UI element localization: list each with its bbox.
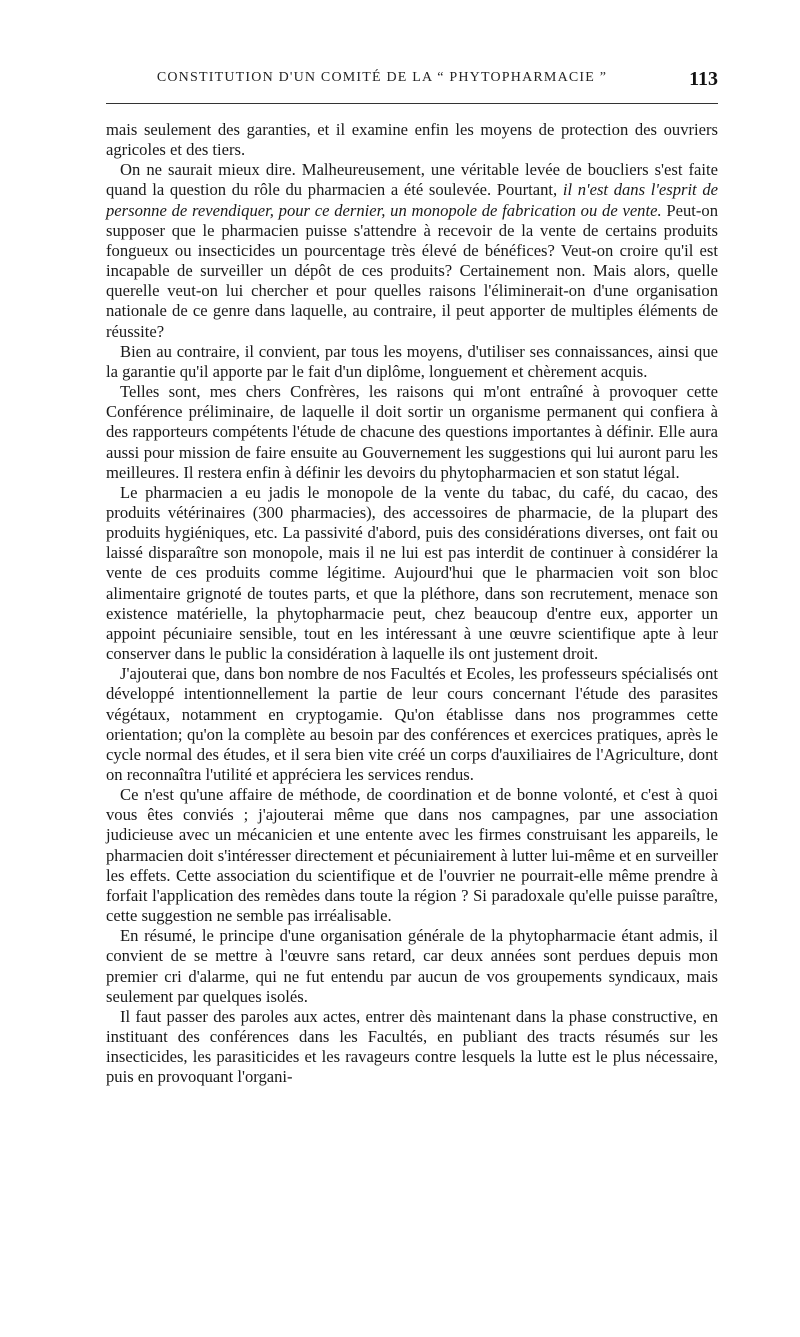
paragraph: J'ajouterai que, dans bon nombre de nos Facultés et Ecoles, les professeurs spécialisés ont développé intentionnellement la partie de leur cours concernant l'étude des parasites végétaux, notamment en cryptogamie. Qu'on établisse dans nos programmes cette orientation; qu'on la complète au besoin par des conférences et exercices pratiques, après le cycle normal des études, et il sera bien vite créé un corps d'auxiliaires de l'Agriculture, dont on reconnaîtra l'utilité et appréciera les services rendus. [106, 664, 718, 784]
header-rule [106, 103, 718, 104]
paragraph: Il faut passer des paroles aux actes, entrer dès maintenant dans la phase constructive, en instituant des conférences dans les Facultés, en publiant des tracts résumés sur les insecticides, les parasiticides et les ravageurs contre lesquels la lutte est le plus nécessaire, puis en provoquant l'organi- [106, 1006, 718, 1087]
page-number: 113 [689, 68, 718, 90]
running-title: CONSTITUTION D'UN COMITÉ DE LA “ PHYTOPHARMACIE ” [156, 70, 608, 85]
page-header [106, 68, 718, 92]
paragraph: Bien au contraire, il convient, par tous les moyens, d'utiliser ses connaissances, ainsi que la garantie qu'il apporte par le fait d'un diplôme, longuement et chèrement acquis. [106, 341, 718, 381]
paragraph: On ne saurait mieux dire. Malheureusement, une véritable levée de boucliers s'est faite quand la question du rôle du pharmacien a été soulevée. Pourtant, il n'est dans l'esprit de personne de revendiquer, pour ce dernier, un monopole de fabrication ou de vente. Peut-on supposer que le pharmacien puisse s'attendre à recevoir de la vente de certains produits fongueux ou insecticides un pourcentage très élevé de bénéfices? Veut-on croire qu'il est incapable de surveiller un dépôt de ces produits? Certainement non. Mais alors, quelle querelle veut-on lui chercher et pour quelles raisons l'éliminerait-on d'une organisation nationale de ce genre dans laquelle, au contraire, il peut apporter de multiples éléments de réussite? [106, 160, 718, 341]
italic-phrase: il n'est dans l'esprit de personne de revendiquer, pour ce dernier, un monopole de fabrication ou de vente. [106, 180, 718, 220]
paragraph: En résumé, le principe d'une organisation générale de la phytopharmacie étant admis, il convient de se mettre à l'œuvre sans retard, car deux années sont perdues depuis mon premier cri d'alarme, qui ne fut entendu par aucun de vos groupements syndicaux, mais seulement par quelques isolés. [106, 926, 718, 1006]
paragraph: Ce n'est qu'une affaire de méthode, de coordination et de bonne volonté, et c'est à quoi vous êtes conviés ; j'ajouterai même que dans nos campagnes, par une association judicieuse avec un mécanicien et une entente avec les firmes construisant les appareils, le pharmacien doit s'intéresser directement et pécuniairement à lutter lui-même et en surveiller les effets. Cette association du scientifique et de l'ouvrier ne pourrait-elle même prendre à forfait l'application des remèdes dans toute la région ? Si paradoxale qu'elle puisse paraître, cette suggestion ne semble pas irréalisable. [106, 785, 718, 926]
body-text [106, 120, 718, 1088]
paragraph: Telles sont, mes chers Confrères, les raisons qui m'ont entraîné à provoquer cette Conférence préliminaire, de laquelle il doit sortir un organisme permanent qui confiera à des rapporteurs compétents l'étude de chacune des questions importantes à définir. Elle aura aussi pour mission de faire ensuite au Gouvernement les suggestions qui lui auront paru les meilleures. Il restera enfin à définir les devoirs du phytopharmacien et son statut légal. [106, 382, 718, 482]
paragraph: Le pharmacien a eu jadis le monopole de la vente du tabac, du café, du cacao, des produits vétérinaires (300 pharmacies), des accessoires de pharmacie, de la plupart des produits hygiéniques, etc. La passivité d'abord, puis des considérations diverses, ont fait ou laissé disparaître son monopole, mais il ne lui est pas interdit de continuer à considérer la vente de ces produits comme légitime. Aujourd'hui que le pharmacien voit son bloc alimentaire grignoté de toutes parts, et que la pléthore, dans son recrutement, menace son existence matérielle, la phytopharmacie peut, chez beaucoup d'entre eux, apporter un appoint pécuniaire sensible, tout en les intéressant à une œuvre scientifique apte à leur conserver dans le public la considération à laquelle ils ont justement droit. [106, 482, 718, 664]
paragraph: mais seulement des garanties, et il examine enfin les moyens de protection des ouvriers agricoles et des tiers. [106, 120, 718, 160]
